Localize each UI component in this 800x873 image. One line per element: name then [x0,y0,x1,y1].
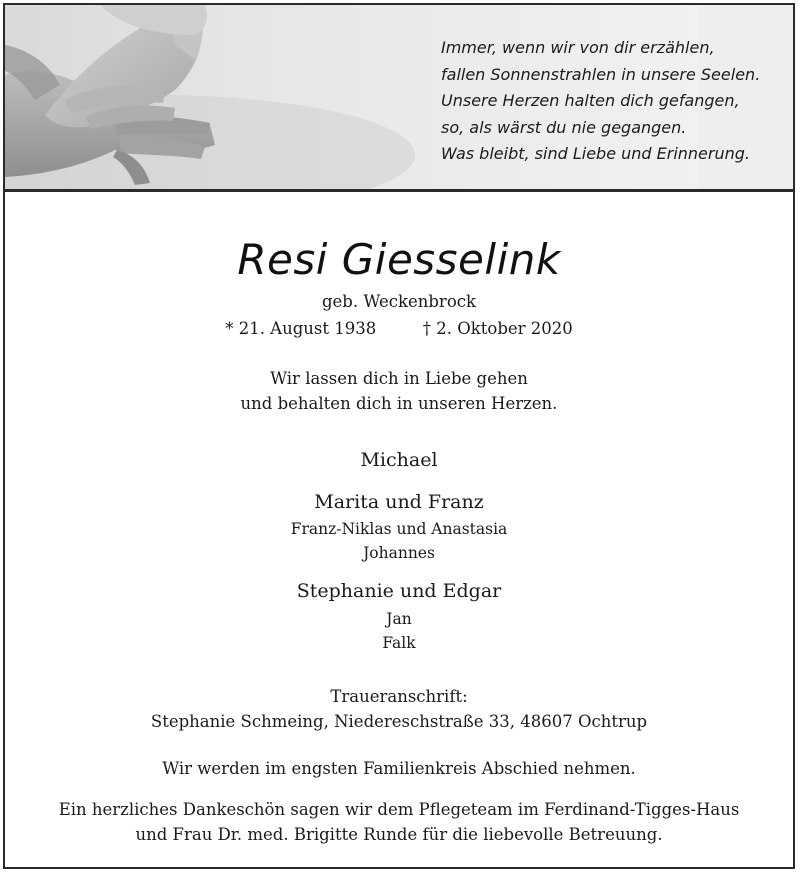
obituary-frame [3,3,795,869]
mourner-children-1: Franz-Niklas und Anastasia [290,520,508,538]
poem-line-1: Immer, wenn wir von dir erzählen, [441,38,715,57]
mourner-couple-2: Stephanie und Edgar [296,580,502,602]
thanks-line-2: und Frau Dr. med. Brigitte Runde für die liebevolle Betreuung. [135,825,663,844]
farewell-line-1: Wir lassen dich in Liebe gehen [270,369,528,388]
mourner-child-4: Falk [382,634,416,652]
mourner-child-3: Jan [386,610,412,628]
poem [441,35,781,168]
life-dates [5,319,793,338]
poem-line-3: Unsere Herzen halten dich gefangen, [441,91,740,110]
thanks-line-1: Ein herzliches Dankeschön sagen wir dem Pflegeteam im Ferdinand-Tigges-Haus [58,800,740,819]
header-panel [5,5,793,189]
address-value: Stephanie Schmeing, Niedereschstraße 33, 48607 Ochtrup [150,712,648,731]
mourner-couple-1: Marita und Franz [314,491,484,513]
farewell-line-2: und behalten dich in unseren Herzen. [240,394,558,413]
poem-line-4: so, als wärst du nie gegangen. [441,117,687,137]
deceased-name: Resi Giesselink [237,235,561,284]
address-label: Traueranschrift: [330,687,468,706]
birth-date: * 21. August 1938 [225,319,377,338]
divider-line [5,189,793,192]
private-farewell-note: Wir werden im engsten Familienkreis Abschied nehmen. [162,759,636,778]
death-date: † 2. Oktober 2020 [422,319,573,338]
poem-line-5: Was bleibt, sind Liebe und Erinnerung. [441,144,750,163]
mourner-child-2: Johannes [363,544,435,562]
poem-line-2: fallen Sonnenstrahlen in unsere Seelen. [441,64,761,84]
mourner-michael: Michael [360,449,438,471]
maiden-name: geb. Weckenbrock [321,292,476,311]
